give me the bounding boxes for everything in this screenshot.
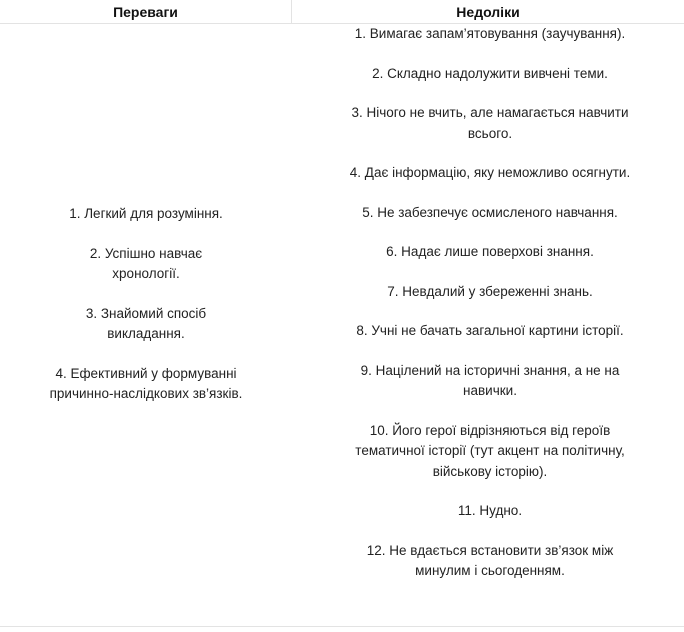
disadvantage-item: 7. Невдалий у збереженні знань.	[387, 283, 593, 299]
table-bottom-border	[0, 626, 684, 627]
disadvantages-column	[320, 24, 660, 582]
disadvantage-item: 9. Націлений на історичні знання, а не на навички.	[360, 362, 620, 398]
advantages-column	[20, 204, 272, 405]
disadvantage-item: 5. Не забезпечує осмисленого навчання.	[362, 204, 618, 220]
disadvantage-item: 12. Не вдається встановити зв’язок між минулим і сьогоденням.	[366, 542, 614, 578]
disadvantage-item: 6. Надає лише поверхові знання.	[386, 244, 594, 259]
header-advantages: Переваги	[0, 0, 292, 23]
advantage-item: 1. Легкий для розуміння.	[69, 206, 223, 221]
disadvantage-item: 1. Вимагає запам’ятовування (заучування).	[354, 26, 626, 41]
disadvantage-item: 11. Нудно.	[457, 503, 523, 518]
advantage-item: 4. Ефективний у формуванні причинно-наслідкових зв’язків.	[49, 365, 243, 401]
disadvantage-item: 4. Дає інформацію, яку неможливо осягнути.	[349, 165, 631, 180]
header-disadvantages: Недоліки	[456, 4, 520, 20]
disadvantage-item: 10. Його герої відрізняються від героїв тематичної історії (тут акцент на політичну, військову історію).	[355, 422, 625, 479]
advantage-item: 3. Знайомий спосіб викладання.	[85, 305, 207, 341]
advantage-item: 2. Успішно навчає хронології.	[89, 245, 203, 281]
disadvantage-item: 8. Учні не бачать загальної картини історії.	[356, 323, 624, 338]
disadvantage-item: 3. Нічого не вчить, але намагається навчити всього.	[351, 105, 629, 141]
disadvantage-item: 2. Складно надолужити вивчені теми.	[372, 65, 608, 81]
table-header-row	[0, 0, 684, 24]
